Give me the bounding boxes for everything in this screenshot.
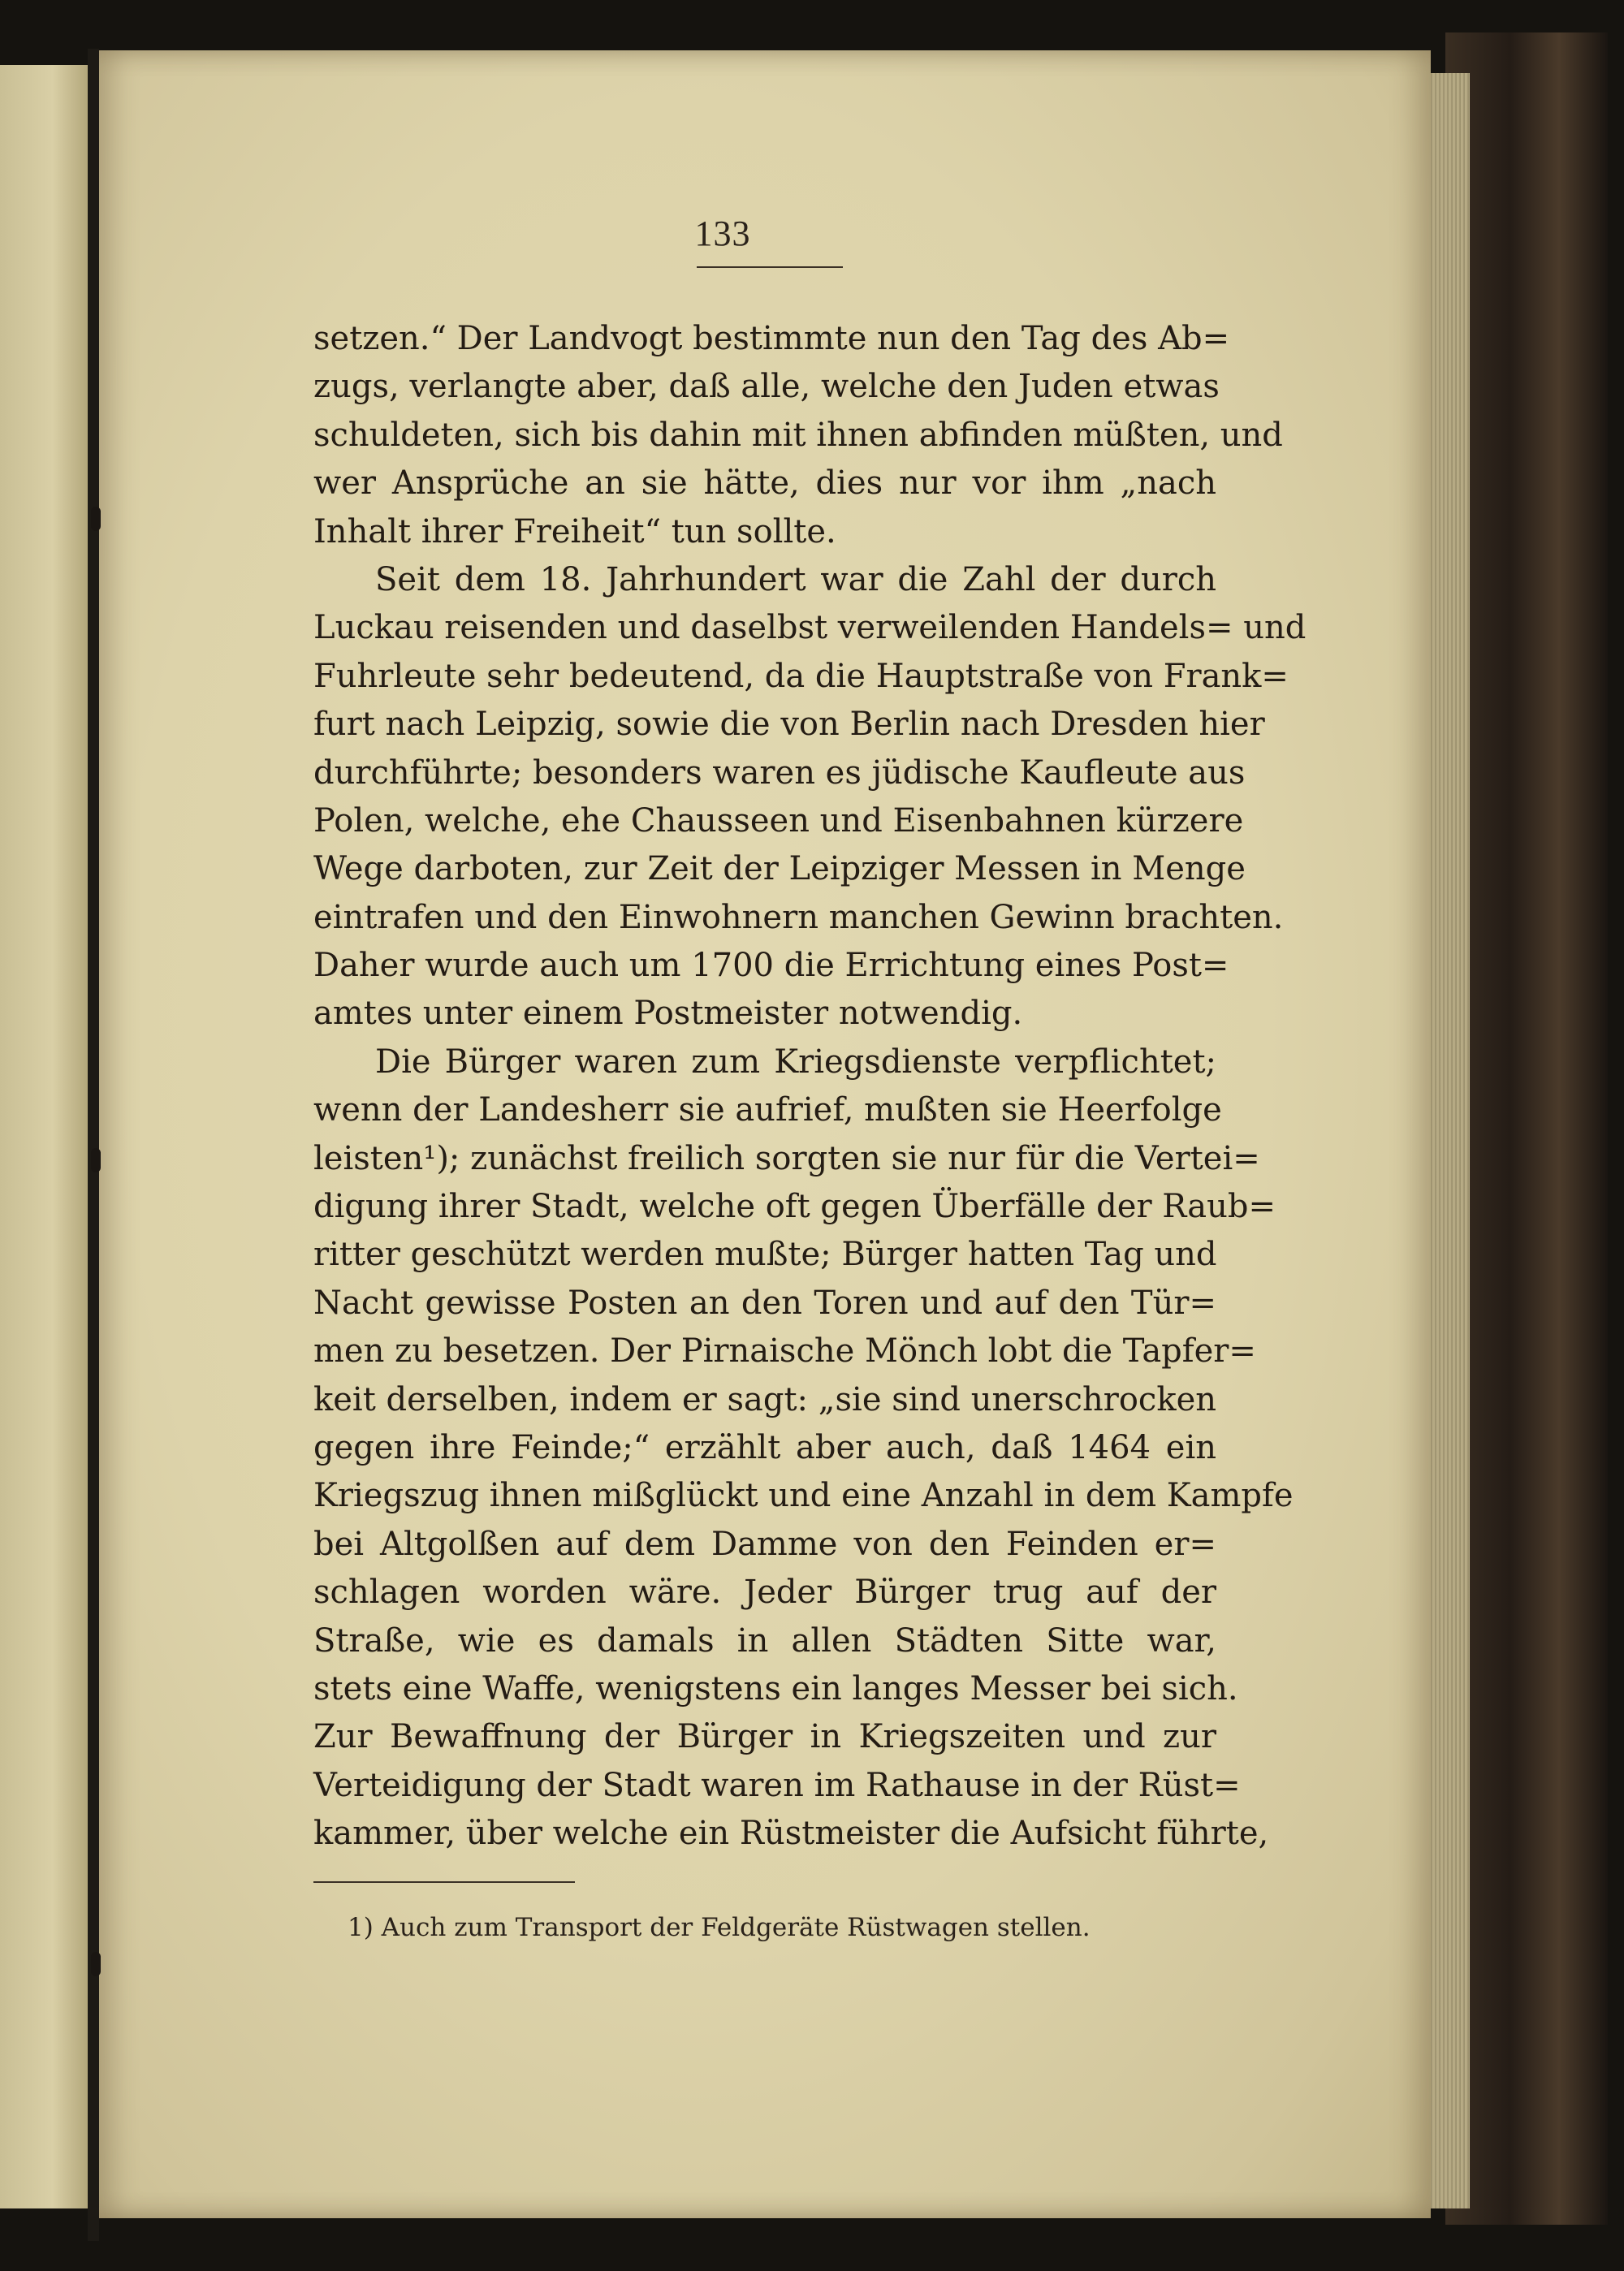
text-line: ritter geschützt werden mußte; Bürger hatten Tag und: [313, 1236, 1217, 1274]
text-line: Polen, welche, ehe Chausseen und Eisenbahnen kürzere: [313, 801, 1244, 840]
left-page-edge: [0, 65, 88, 2208]
text-line: men zu besetzen. Der Pirnaische Mönch lobt die Tapfer=: [313, 1332, 1256, 1371]
text-line: wenn der Landesherr sie aufrief, mußten sie Heerfolge: [313, 1091, 1222, 1129]
text-line: Kriegszug ihnen mißglückt und eine Anzahl in dem Kampfe: [313, 1477, 1294, 1515]
text-line: zugs, verlangte aber, daß alle, welche den Juden etwas: [313, 368, 1220, 406]
text-line: Nacht gewisse Posten an den Toren und auf den Tür=: [313, 1284, 1216, 1322]
text-line: stets eine Waffe, wenigstens ein langes Messer bei sich.: [313, 1669, 1238, 1708]
text-line: Straße, wie es damals in allen Städten Sitte war,: [313, 1621, 1216, 1660]
binding-hole: [91, 507, 101, 531]
text-line: Inhalt ihrer Freiheit“ tun sollte.: [313, 512, 836, 550]
text-line: schuldeten, sich bis dahin mit ihnen abfinden müßten, und: [313, 416, 1283, 454]
text-line: Zur Bewaffnung der Bürger in Kriegszeiten und zur: [313, 1718, 1216, 1756]
binding-hole: [91, 1148, 101, 1172]
book-cover: [1445, 32, 1608, 2225]
text-line: Fuhrleute sehr bedeutend, da die Hauptstraße von Frank=: [313, 657, 1289, 695]
body-text: [313, 315, 1307, 1859]
text-line: Luckau reisenden und daselbst verweilenden Handels= und: [313, 609, 1307, 647]
text-line: Verteidigung der Stadt waren im Rathause in der Rüst=: [313, 1766, 1241, 1804]
text-line: schlagen worden wäre. Jeder Bürger trug auf der: [313, 1574, 1216, 1612]
text-line: kammer, über welche ein Rüstmeister die Aufsicht führte,: [313, 1815, 1269, 1853]
text-line: Wege darboten, zur Zeit der Leipziger Messen in Menge: [313, 850, 1246, 888]
text-line: digung ihrer Stadt, welche oft gegen Überfälle der Raub=: [313, 1188, 1276, 1226]
text-line: keit derselben, indem er sagt: „sie sind unerschrocken: [313, 1380, 1216, 1418]
gutter-shadow: [88, 49, 99, 2241]
page-number: 133: [694, 214, 751, 253]
text-line: setzen.“ Der Landvogt bestimmte nun den Tag des Ab=: [313, 320, 1230, 357]
text-line: durchführte; besonders waren es jüdische Kaufleute aus: [313, 753, 1246, 792]
text-line: leisten¹); zunächst freilich sorgten sie nur für die Vertei=: [313, 1139, 1260, 1177]
text-line: eintrafen und den Einwohnern manchen Gewinn brachten.: [313, 898, 1284, 936]
text-line: gegen ihre Feinde;“ erzählt aber auch, daß 1464 ein: [313, 1428, 1216, 1466]
text-line: Seit dem 18. Jahrhundert war die Zahl der durch: [375, 560, 1216, 598]
text-line: Daher wurde auch um 1700 die Errichtung eines Post=: [313, 947, 1229, 985]
footnote: 1) Auch zum Transport der Feldgeräte Rüstwagen stellen.: [348, 1913, 1091, 1942]
text-line: furt nach Leipzig, sowie die von Berlin nach Dresden hier: [313, 706, 1265, 744]
text-line: amtes unter einem Postmeister notwendig.: [313, 995, 1023, 1033]
binding-hole: [91, 1952, 101, 1976]
text-line: wer Ansprüche an sie hätte, dies nur vor ihm „nach: [313, 464, 1216, 503]
text-line: bei Altgolßen auf dem Damme von den Feinden er=: [313, 1525, 1216, 1563]
footnote-rule: [313, 1881, 575, 1883]
page-number-rule: [697, 266, 843, 268]
text-line: Die Bürger waren zum Kriegsdienste verpflichtet;: [375, 1043, 1216, 1081]
